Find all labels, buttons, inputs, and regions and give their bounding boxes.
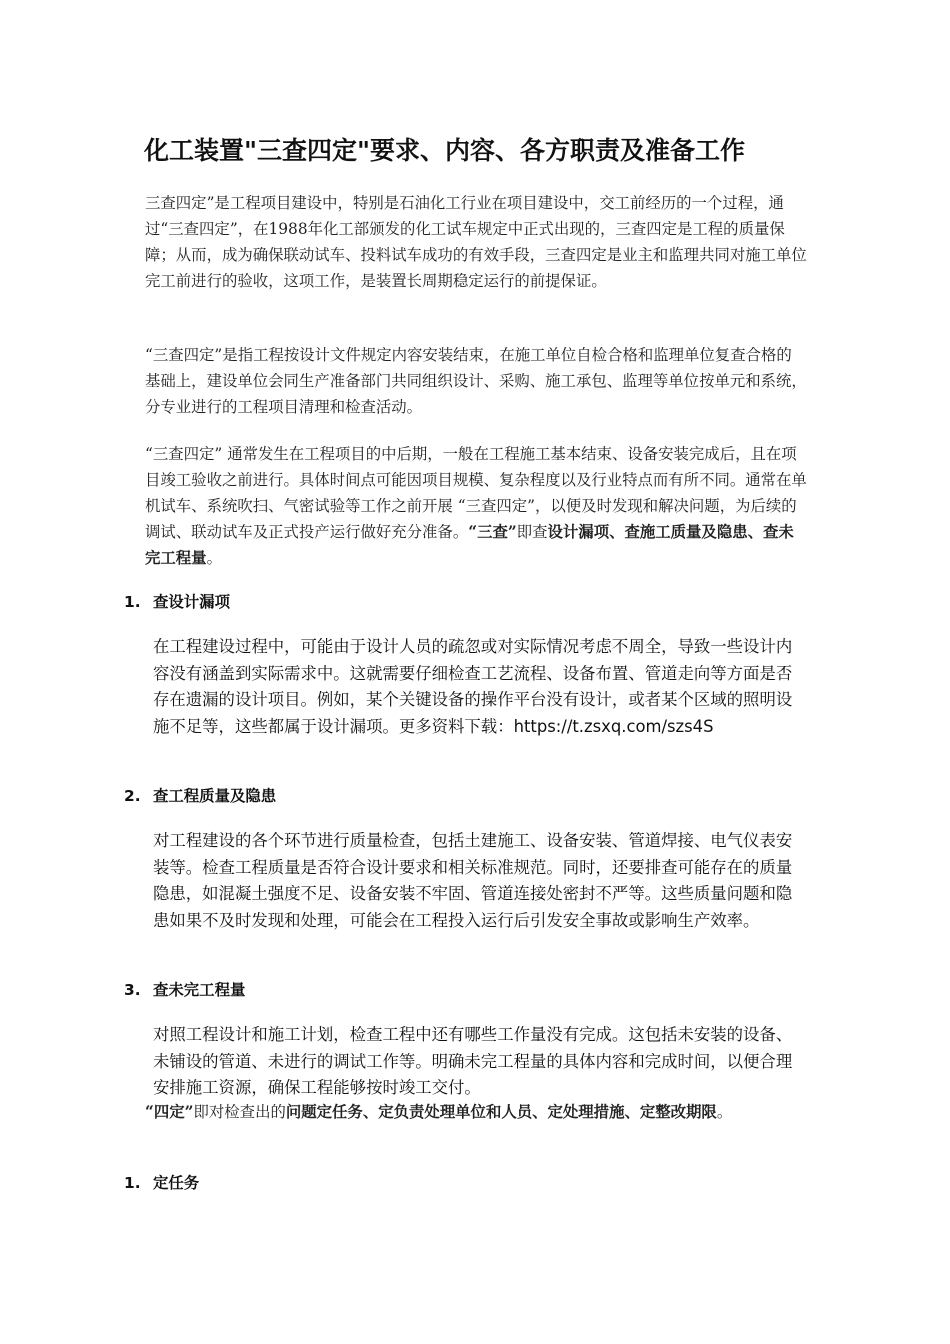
section-body-3: 对照工程设计和施工计划，检查工程中还有哪些工作量没有完成。这包括未安装的设备、未铺设的管道、未进行的调试工作等。明确未完工程量的具体内容和完成时间，以便合理安排施工资源，确保工程能够按时竣工交付。 bbox=[153, 1025, 793, 1097]
siding-items: 问题定任务、定负责处理单位和人员、定处理措施、定整改期限 bbox=[285, 1103, 717, 1121]
section-number: 1. bbox=[124, 593, 141, 611]
section-title: 定任务 bbox=[153, 1174, 200, 1192]
sancha-mid: 即查 bbox=[516, 523, 548, 541]
section-title: 查未完工程量 bbox=[153, 981, 246, 999]
intro-paragraph-2: “三查四定”是指工程按设计文件规定内容安装结束，在施工单位自检合格和监理单位复查合格的基础上，建设单位会同生产准备部门共同组织设计、采购、施工承包、监理等单位按单元和系统，分专业进行的工程项目清理和检查活动。 bbox=[145, 346, 807, 416]
siding-label: “四定” bbox=[145, 1103, 194, 1121]
section-title: 查设计漏项 bbox=[153, 593, 230, 611]
siding-heading-1 bbox=[124, 1171, 199, 1195]
document-title: 化工装置"三查四定"要求、内容、各方职责及准备工作 bbox=[144, 136, 746, 165]
section-body-1: 在工程建设过程中，可能由于设计人员的疏忽或对实际情况考虑不周全，导致一些设计内容没有涵盖到实际需求中。这就需要仔细检查工艺流程、设备布置、管道走向等方面是否存在遗漏的设计项目。例如，某个关键设备的操作平台没有设计，或者某个区域的照明设施不足等，这些都属于设计漏项。更多资料下载：https://t.zsxq.com/szs4S bbox=[153, 637, 793, 736]
siding-end: 。 bbox=[716, 1103, 733, 1121]
siding-paragraph bbox=[145, 1099, 807, 1125]
intro-paragraph-3 bbox=[145, 441, 807, 571]
intro-paragraph-3-text: “三查四定” 通常发生在工程项目的中后期，一般在工程施工基本结束、设备安装完成后，且在项目竣工验收之前进行。具体时间点可能因项目规模、复杂程度以及行业特点而有所不同。通常在单机试车、系统吹扫、气密试验等工作之前开展 “三查四定”，以便及时发现和解决问题，为后续的调试、联动试车及正式投产运行做好充分准备。 bbox=[145, 445, 807, 541]
section-number: 2. bbox=[124, 787, 141, 805]
section-title: 查工程质量及隐患 bbox=[153, 787, 277, 805]
section-body-2: 对工程建设的各个环节进行质量检查，包括土建施工、设备安装、管道焊接、电气仪表安装等。检查工程质量是否符合设计要求和相关标准规范。同时，还要排查可能存在的质量隐患，如混凝土强度不足、设备安装不牢固、管道连接处密封不严等。这些质量问题和隐患如果不及时发现和处理，可能会在工程投入运行后引发安全事故或影响生产效率。 bbox=[153, 831, 793, 930]
section-heading-1 bbox=[124, 590, 230, 614]
sancha-label: “三查” bbox=[468, 523, 517, 541]
sancha-end: 。 bbox=[206, 549, 222, 567]
siding-mid: 即对检查出的 bbox=[193, 1103, 286, 1121]
section-heading-3 bbox=[124, 978, 245, 1002]
section-number: 1. bbox=[124, 1174, 141, 1192]
section-heading-2 bbox=[124, 784, 276, 808]
sancha-items: 设计漏项、查施工质量及隐患、查未完工程量 bbox=[145, 523, 794, 567]
intro-paragraph-1: 三查四定”是工程项目建设中，特别是石油化工行业在项目建设中，交工前经历的一个过程，通过“三查四定”，在1988年化工部颁发的化工试车规定中正式出现的，三查四定是工程的质量保障；从而，成为确保联动试车、投料试车成功的有效手段，三查四定是业主和监理共同对施工单位完工前进行的验收，这项工作，是装置长周期稳定运行的前提保证。 bbox=[145, 194, 807, 290]
section-number: 3. bbox=[124, 981, 141, 999]
